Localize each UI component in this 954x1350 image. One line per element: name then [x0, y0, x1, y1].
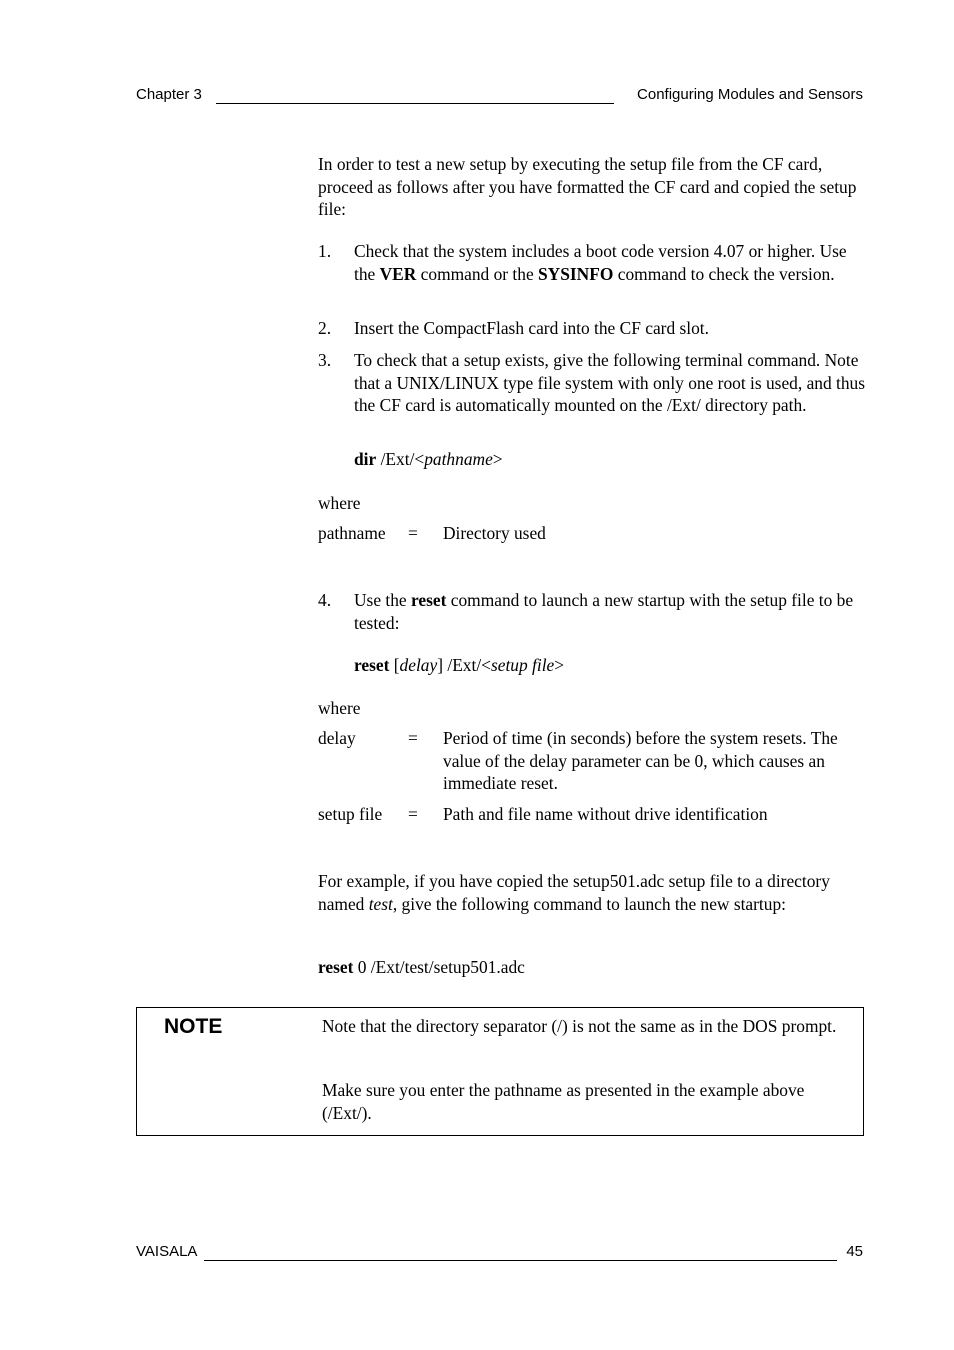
param-equals: = — [408, 728, 418, 748]
section-title: Configuring Modules and Sensors — [637, 86, 863, 103]
step-text: To check that a setup exists, give the following terminal command. Note that a UNIX/LINUX type file system with only one root is used, and thus the CF card is automatically mounted on the /Ext/ directory path. — [354, 350, 866, 415]
param-term: delay — [318, 728, 356, 748]
sysinfo-command: SYSINFO — [538, 263, 614, 284]
note-label: NOTE — [164, 1015, 223, 1038]
page-header — [136, 86, 863, 106]
reset-command: reset [delay] /Ext/<setup file> — [354, 655, 565, 675]
param-description: Period of time (in seconds) before the system resets. The value of the delay parameter can be 0, which causes an immediate reset. — [443, 728, 838, 793]
param-equals: = — [408, 804, 418, 824]
ver-command: VER — [379, 263, 417, 284]
step-number: 1. — [318, 241, 332, 261]
param-description: Directory used — [443, 523, 546, 543]
intro-paragraph: In order to test a new setup by executing the setup file from the CF card, proceed as follows after you have formatted the CF card and copied the setup file: — [318, 154, 857, 219]
reset-command-ref: reset — [411, 590, 447, 610]
page-number: 45 — [846, 1243, 863, 1260]
step-text: Check that the system includes a boot code version 4.07 or higher. Use the VER command or the SYSINFO command to check the version. — [354, 241, 847, 284]
note-paragraph: Note that the directory separator (/) is not the same as in the DOS prompt. — [322, 1016, 837, 1036]
note-paragraph: Make sure you enter the pathname as presented in the example above (/Ext/). — [322, 1080, 805, 1123]
param-term: pathname — [318, 523, 386, 543]
dir-command: dir /Ext/<pathname> — [354, 449, 503, 469]
note-box — [136, 1007, 864, 1136]
param-term: setup file — [318, 804, 383, 824]
page-footer — [136, 1243, 863, 1263]
chapter-label: Chapter 3 — [136, 86, 202, 103]
param-description: Path and file name without drive identification — [443, 804, 768, 824]
step-text: Insert the CompactFlash card into the CF card slot. — [354, 318, 709, 338]
param-equals: = — [408, 523, 418, 543]
footer-rule — [204, 1260, 837, 1261]
example-command: reset 0 /Ext/test/setup501.adc — [318, 957, 525, 977]
where-label: where — [318, 698, 361, 718]
where-label: where — [318, 493, 361, 513]
header-rule — [216, 103, 614, 104]
step-text: Use the reset command to launch a new startup with the setup file to be tested: — [354, 590, 854, 633]
example-paragraph: For example, if you have copied the setup501.adc setup file to a directory named test, give the following command to launch the new startup: — [318, 871, 830, 914]
step-number: 3. — [318, 350, 332, 370]
step-number: 2. — [318, 318, 332, 338]
step-number: 4. — [318, 590, 332, 610]
brand-label: VAISALA — [136, 1243, 198, 1260]
